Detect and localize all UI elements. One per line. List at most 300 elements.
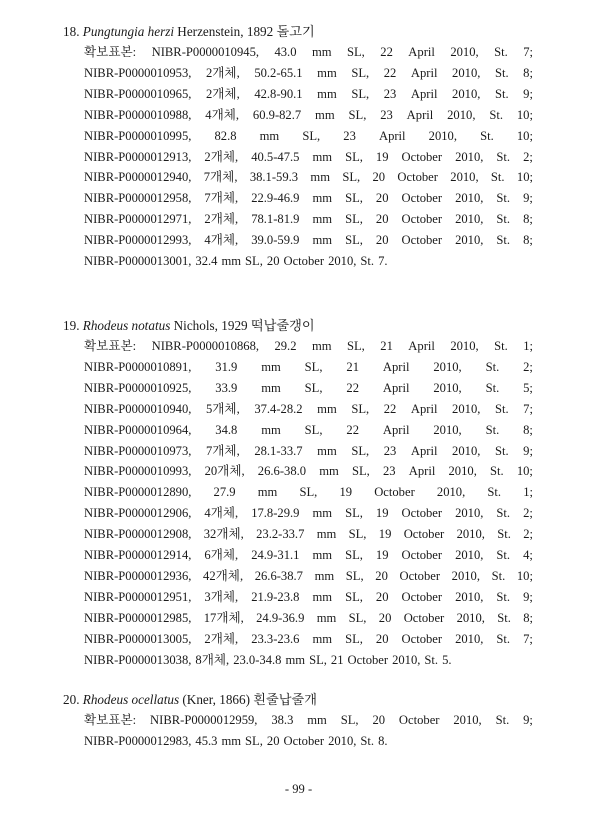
specimen-token: 2010,: [455, 548, 484, 562]
specimen-token: 2;: [523, 149, 533, 164]
specimen-token: mm: [310, 170, 330, 185]
species-title: [63, 316, 315, 336]
specimen-token: mm: [312, 191, 333, 206]
specimen-token: mm: [317, 443, 337, 458]
specimen-token: 10;: [516, 464, 533, 479]
specimen-token: 24.9-36.9: [256, 610, 305, 625]
specimen-token: 2010,: [451, 568, 480, 583]
specimen-token: St.: [489, 107, 503, 122]
specimen-token: 2010,: [433, 422, 462, 437]
specimen-line: [84, 608, 533, 628]
specimen-token: SL,: [351, 443, 370, 458]
specimen-token: St.: [491, 568, 506, 583]
specimen-token: 2010,: [450, 339, 479, 353]
specimen-token: St.: [494, 65, 509, 80]
specimen-token: 27.9: [213, 485, 236, 500]
specimen-token: St.: [496, 212, 511, 227]
specimen-token: October: [401, 548, 443, 562]
specimen-token: 7;: [523, 631, 533, 646]
specimen-token: St.: [485, 380, 500, 395]
specimen-token: SL,: [304, 422, 323, 437]
specimen-token: SL,: [351, 401, 370, 416]
specimen-token: SL,: [348, 610, 367, 625]
specimen-token: 2010,: [392, 652, 421, 667]
specimen-token: 23.2-33.7: [256, 527, 305, 542]
specimen-token: 8;: [523, 422, 533, 437]
specimen-token: October: [374, 485, 415, 500]
specimen-token: SL,: [345, 212, 363, 227]
specimen-token: SL,: [346, 45, 365, 59]
specimen-token: mm: [259, 128, 280, 143]
specimen-token: 2010,: [455, 149, 484, 164]
specimen-line: [84, 441, 533, 461]
specimen-token: St.: [494, 443, 509, 458]
specimen-token: St.: [490, 464, 504, 479]
specimen-token: mm: [312, 548, 333, 562]
specimen-token: St.: [494, 401, 509, 416]
specimen-token: NIBR-P0000010973,: [84, 443, 192, 458]
specimen-token: mm: [314, 568, 335, 583]
specimen-token: 7;: [523, 45, 533, 59]
page-number: - 99 -: [284, 782, 313, 796]
specimen-line: [84, 167, 533, 187]
specimen-token: 2010,: [455, 233, 484, 248]
specimen-line: [84, 147, 533, 167]
specimen-token: 2010,: [450, 45, 479, 59]
specimen-token: SL,: [351, 464, 370, 479]
specimen-token: 2010,: [455, 212, 484, 227]
specimen-token: NIBR-P0000010993,: [84, 464, 192, 479]
specimen-token: 22: [383, 401, 397, 416]
specimen-token: 10;: [516, 107, 533, 122]
specimen-token: SL,: [345, 589, 363, 604]
specimen-token: mm: [221, 733, 242, 748]
specimen-token: SL,: [351, 86, 370, 101]
specimen-token: October: [401, 589, 443, 604]
specimen-token: October: [398, 713, 440, 727]
specimen-line: [84, 105, 533, 125]
specimen-token: SL,: [340, 713, 359, 727]
specimen-token: NIBR-P0000010925,: [84, 380, 192, 395]
specimen-token: 8;: [523, 65, 533, 80]
specimen-token: SL,: [345, 149, 363, 164]
specimen-token: 26.6-38.7: [254, 568, 303, 583]
specimen-token: 33.9: [215, 380, 238, 395]
specimen-token: 2010,: [428, 128, 457, 143]
species-number: 19.: [63, 318, 80, 333]
specimen-token: 2010,: [433, 380, 462, 395]
specimen-token: 3개체,: [204, 589, 239, 604]
specimen-token: 5;: [523, 380, 533, 395]
specimen-token: 2개체,: [205, 86, 240, 101]
specimen-token: NIBR-P0000012958,: [84, 191, 192, 206]
specimen-token: 17.8-29.9: [251, 506, 300, 521]
specimen-line: [84, 629, 533, 649]
specimen-token: mm: [257, 485, 278, 500]
specimen-token: St.: [360, 733, 375, 748]
specimen-token: NIBR-P0000012914,: [84, 548, 192, 562]
specimen-token: NIBR-P0000012983,: [84, 733, 192, 748]
specimen-line: [84, 566, 533, 586]
specimen-token: April: [408, 45, 435, 59]
specimen-token: SL,: [348, 527, 367, 542]
specimen-token: 9;: [523, 191, 533, 206]
specimen-line: [84, 209, 533, 229]
specimen-token: 10;: [516, 170, 533, 185]
specimen-token: April: [410, 86, 438, 101]
specimen-token: 5개체,: [205, 401, 240, 416]
specimen-token: April: [410, 443, 438, 458]
specimen-token: St.: [496, 191, 511, 206]
specimen-token: April: [410, 401, 438, 416]
specimen-token: 2010,: [453, 713, 482, 727]
specimen-token: 2개체,: [204, 631, 239, 646]
species-scientific-name: Rhodeus notatus: [82, 318, 171, 333]
specimen-token: 2개체,: [204, 149, 239, 164]
specimen-token: 2;: [523, 527, 533, 542]
specimen-token: NIBR-P0000012906,: [84, 506, 192, 521]
specimen-line: [84, 357, 533, 377]
specimen-token: 21: [380, 339, 393, 353]
specimen-token: NIBR-P0000012959,: [150, 713, 258, 727]
specimen-token: 38.1-59.3: [249, 170, 299, 185]
specimen-token: NIBR-P0000012951,: [84, 589, 192, 604]
specimen-token: October: [401, 506, 443, 521]
specimen-token: 2010,: [328, 733, 357, 748]
specimen-line: [84, 63, 533, 83]
specimen-token: St.: [497, 527, 511, 542]
specimen-line: [84, 399, 533, 419]
specimen-token: NIBR-P0000010945,: [151, 45, 260, 59]
specimen-line: [84, 587, 533, 607]
specimen-token: 7개체,: [203, 170, 238, 185]
specimen-line: [84, 230, 533, 250]
specimen-token: St.: [485, 359, 500, 374]
specimen-token: mm: [312, 589, 333, 604]
specimen-token: St.: [487, 485, 502, 500]
specimen-token: 23: [383, 86, 397, 101]
specimen-token: 8;: [523, 610, 533, 625]
specimen-token: October: [401, 212, 443, 227]
specimen-token: NIBR-P0000013005,: [84, 631, 192, 646]
specimen-token: 42.8-90.1: [254, 86, 303, 101]
specimen-token: 42개체,: [203, 568, 244, 583]
specimen-token: 22.9-46.9: [251, 191, 300, 206]
specimen-token: St.: [496, 631, 511, 646]
specimen-token: 2010,: [455, 589, 484, 604]
specimen-token: 8개체,: [195, 652, 230, 667]
specimen-token: 8.: [378, 733, 388, 748]
specimen-line: [84, 188, 533, 208]
specimen-token: SL,: [299, 485, 318, 500]
specimen-token: SL,: [345, 631, 363, 646]
specimen-token: NIBR-P0000012913,: [84, 149, 192, 164]
specimen-token: 확보표본:: [84, 713, 137, 727]
specimen-token: 19: [339, 485, 353, 500]
specimen-token: NIBR-P0000010868,: [151, 339, 260, 353]
specimen-token: 10;: [516, 128, 533, 143]
specimen-token: 39.0-59.9: [251, 233, 300, 248]
specimen-token: SL,: [345, 568, 364, 583]
specimen-token: 45.3: [195, 733, 218, 748]
specimen-token: NIBR-P0000012971,: [84, 212, 192, 227]
specimen-token: 4;: [523, 548, 533, 562]
specimen-token: 2010,: [447, 107, 476, 122]
specimen-line: [84, 378, 533, 398]
species-scientific-name: Rhodeus ocellatus: [82, 692, 180, 707]
specimen-token: 19: [375, 548, 389, 562]
specimen-token: SL,: [345, 191, 363, 206]
specimen-token: October: [401, 233, 443, 248]
species-number: 18.: [63, 24, 80, 39]
specimen-token: 22: [346, 422, 359, 437]
specimen-token: 17개체,: [203, 610, 244, 625]
specimen-token: 2;: [523, 359, 533, 374]
specimen-token: 9;: [523, 713, 533, 727]
specimen-token: April: [410, 65, 438, 80]
specimen-token: 20: [266, 254, 280, 268]
specimen-token: 9;: [523, 589, 533, 604]
specimen-token: NIBR-P0000012940,: [84, 170, 192, 185]
specimen-token: 37.4-28.2: [254, 401, 303, 416]
specimen-token: NIBR-P0000013038,: [84, 652, 192, 667]
specimen-token: St.: [497, 610, 511, 625]
specimen-token: mm: [312, 506, 333, 521]
specimen-token: 2010,: [450, 170, 479, 185]
specimen-token: NIBR-P0000010953,: [84, 65, 192, 80]
specimen-token: 23.3-23.6: [251, 631, 300, 646]
specimen-token: St.: [494, 86, 509, 101]
specimen-token: October: [283, 254, 325, 268]
specimen-token: October: [399, 568, 441, 583]
specimen-token: 확보표본:: [84, 45, 137, 59]
specimen-token: 1;: [523, 485, 533, 500]
specimen-line: [84, 461, 533, 481]
specimen-token: mm: [311, 45, 332, 59]
specimen-token: NIBR-P0000010965,: [84, 86, 192, 101]
specimen-token: 20개체,: [204, 464, 245, 479]
specimen-token: 32개체,: [203, 527, 244, 542]
specimen-token: October: [283, 733, 325, 748]
specimen-token: 19: [378, 527, 392, 542]
specimen-token: NIBR-P0000012985,: [84, 610, 192, 625]
specimen-token: 7;: [523, 401, 533, 416]
specimen-token: April: [408, 464, 436, 479]
specimen-token: St.: [496, 589, 511, 604]
specimen-line: [84, 482, 533, 502]
specimen-token: 2010,: [456, 610, 485, 625]
specimen-token: SL,: [304, 380, 323, 395]
specimen-token: 2010,: [455, 191, 484, 206]
specimen-token: October: [401, 149, 443, 164]
specimen-token: 2010,: [452, 443, 481, 458]
specimen-token: 21: [330, 652, 344, 667]
specimen-token: 2개체,: [204, 212, 239, 227]
specimen-token: 23.0-34.8: [233, 652, 282, 667]
specimen-token: 20: [375, 631, 389, 646]
specimen-token: April: [382, 359, 410, 374]
specimen-token: 6개체,: [204, 548, 239, 562]
specimen-line: [84, 251, 533, 271]
specimen-token: St.: [424, 652, 439, 667]
specimen-token: mm: [307, 713, 327, 727]
specimen-line: [84, 650, 533, 670]
specimen-token: 78.1-81.9: [251, 212, 300, 227]
specimen-token: 23: [383, 464, 396, 479]
specimen-token: NIBR-P0000010891,: [84, 359, 192, 374]
specimen-token: 82.8: [214, 128, 237, 143]
specimen-token: mm: [317, 401, 337, 416]
specimen-token: 2010,: [452, 65, 481, 80]
specimen-token: October: [401, 631, 443, 646]
specimen-token: mm: [317, 65, 337, 80]
specimen-token: mm: [261, 359, 281, 374]
specimen-token: April: [382, 422, 410, 437]
specimen-token: mm: [312, 212, 333, 227]
specimen-token: 4개체,: [205, 107, 240, 122]
specimen-token: 2개체,: [205, 65, 240, 80]
species-author: (Kner, 1866) 흰줄납줄개: [182, 692, 317, 707]
specimen-token: mm: [316, 610, 337, 625]
specimen-token: NIBR-P0000010940,: [84, 401, 192, 416]
specimen-token: 2010,: [455, 506, 484, 521]
specimen-token: mm: [311, 339, 332, 353]
specimen-token: St.: [495, 713, 510, 727]
specimen-token: April: [378, 128, 406, 143]
specimen-token: NIBR-P0000010964,: [84, 422, 192, 437]
specimen-token: NIBR-P0000010988,: [84, 107, 192, 122]
specimen-token: mm: [317, 86, 337, 101]
specimen-token: SL,: [348, 107, 367, 122]
specimen-token: 60.9-82.7: [252, 107, 302, 122]
specimen-line: [84, 731, 533, 751]
specimen-token: 2010,: [433, 359, 462, 374]
specimen-token: 20: [372, 713, 386, 727]
specimen-token: SL,: [245, 254, 263, 268]
specimen-token: SL,: [342, 170, 361, 185]
specimen-token: 26.6-38.0: [257, 464, 307, 479]
specimen-token: 20: [378, 610, 392, 625]
specimen-token: SL,: [351, 65, 370, 80]
specimen-token: NIBR-P0000013001,: [84, 254, 192, 268]
specimen-token: 10;: [516, 568, 533, 583]
specimen-token: NIBR-P0000012993,: [84, 233, 192, 248]
specimen-token: April: [382, 380, 410, 395]
specimen-token: NIBR-P0000010995,: [84, 128, 192, 143]
specimen-token: April: [408, 339, 435, 353]
specimen-token: 5.: [442, 652, 452, 667]
specimen-token: St.: [494, 45, 508, 59]
specimen-token: 21: [346, 359, 359, 374]
specimen-token: 28.1-33.7: [254, 443, 303, 458]
specimen-token: 21.9-23.8: [251, 589, 300, 604]
specimen-token: St.: [485, 422, 500, 437]
specimen-token: mm: [261, 422, 281, 437]
specimen-token: 20: [266, 733, 280, 748]
specimen-token: 20: [375, 589, 389, 604]
specimen-token: 8;: [523, 212, 533, 227]
specimen-token: 22: [383, 65, 397, 80]
specimen-token: mm: [312, 149, 333, 164]
specimen-token: St.: [360, 254, 375, 268]
specimen-token: 34.8: [215, 422, 238, 437]
specimen-token: 40.5-47.5: [251, 149, 300, 164]
species-author: Nichols, 1929 떡납줄갱이: [173, 318, 315, 333]
specimen-token: 43.0: [274, 45, 297, 59]
specimen-token: April: [406, 107, 434, 122]
specimen-token: 32.4: [195, 254, 218, 268]
specimen-token: mm: [316, 527, 337, 542]
specimen-token: 2010,: [456, 527, 485, 542]
specimen-token: 4개체,: [204, 233, 239, 248]
specimen-token: 22: [380, 45, 393, 59]
specimen-token: SL,: [245, 733, 263, 748]
specimen-token: 7개체,: [205, 443, 240, 458]
specimen-token: NIBR-P0000012890,: [84, 485, 192, 500]
specimen-token: 20: [375, 212, 389, 227]
specimen-token: 20: [372, 170, 386, 185]
specimen-line: [84, 126, 533, 146]
specimen-token: 20: [375, 191, 389, 206]
specimen-token: 23: [380, 107, 393, 122]
specimen-line: [84, 710, 533, 730]
specimen-line: [84, 420, 533, 440]
species-number: 20.: [63, 692, 80, 707]
specimen-token: 23: [343, 128, 356, 143]
specimen-line: [84, 503, 533, 523]
specimen-token: SL,: [346, 339, 365, 353]
specimen-token: 29.2: [274, 339, 297, 353]
specimen-token: 9;: [523, 86, 533, 101]
specimen-token: SL,: [304, 359, 323, 374]
specimen-token: St.: [496, 506, 511, 521]
specimen-line: [84, 84, 533, 104]
specimen-token: 확보표본:: [84, 339, 137, 353]
specimen-token: October: [397, 170, 438, 185]
specimen-token: SL,: [345, 548, 363, 562]
specimen-token: 2;: [523, 506, 533, 521]
specimen-token: 7개체,: [204, 191, 239, 206]
specimen-token: mm: [315, 107, 335, 122]
specimen-token: NIBR-P0000012936,: [84, 568, 192, 583]
specimen-token: St.: [496, 548, 511, 562]
species-scientific-name: Pungtungia herzi: [82, 24, 174, 39]
specimen-token: 2010,: [452, 401, 481, 416]
specimen-token: 2010,: [455, 631, 484, 646]
specimen-token: 20: [375, 568, 388, 583]
species-author: Herzenstein, 1892 돌고기: [177, 24, 315, 39]
specimen-token: NIBR-P0000012908,: [84, 527, 192, 542]
specimen-token: SL,: [302, 128, 321, 143]
specimen-token: mm: [221, 254, 242, 268]
specimen-token: 50.2-65.1: [254, 65, 303, 80]
specimen-token: St.: [496, 149, 511, 164]
specimen-token: St.: [496, 233, 511, 248]
specimen-token: mm: [261, 380, 281, 395]
specimen-line: [84, 336, 533, 356]
specimen-token: SL,: [345, 506, 363, 521]
specimen-line: [84, 42, 533, 62]
specimen-token: mm: [319, 464, 339, 479]
specimen-token: 4개체,: [204, 506, 239, 521]
specimen-token: 19: [375, 149, 389, 164]
specimen-token: 2010,: [448, 464, 477, 479]
specimen-token: 31.9: [215, 359, 238, 374]
specimen-token: St.: [490, 170, 505, 185]
specimen-token: 23: [383, 443, 397, 458]
specimen-token: October: [403, 610, 445, 625]
specimen-token: October: [347, 652, 389, 667]
